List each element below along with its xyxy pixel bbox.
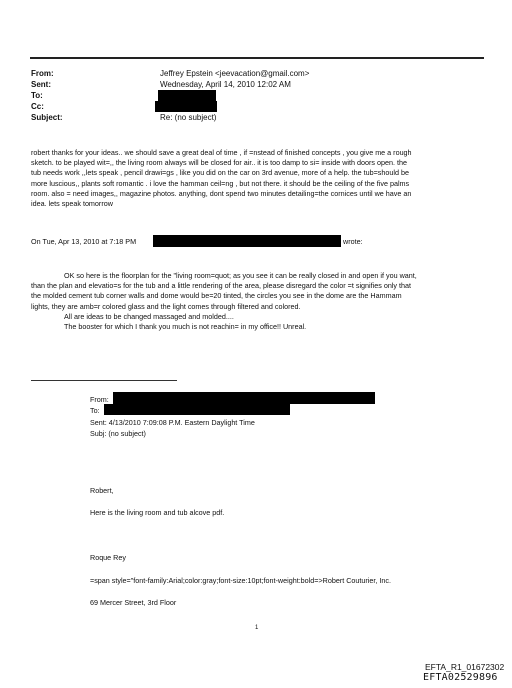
separator-line [31, 380, 177, 381]
sent-label: Sent: [31, 80, 51, 89]
page-number: 1 [255, 625, 259, 631]
quoted-line: lights, they are amb=r colored glass and the light comes through filtered and colored. [31, 301, 301, 311]
from-value: Jeffrey Epstein <jeevacation@gmail.com> [160, 69, 310, 78]
quoted-line: the molded cement tub corner walls and dome would be=20 tinted, the circles you see in the dome are the Hammam [31, 291, 402, 301]
fwd-from-label: From: [90, 395, 109, 404]
fwd-to-label: To: [90, 406, 100, 415]
cc-redaction [155, 101, 217, 112]
fwd-signature-style: =span style="font-family:Arial;color:gray;font-size:10pt;font-weight:bold=>Robert Couturier, Inc. [90, 576, 391, 585]
reply-line: room. also = need images,, magazine photos. anything, dont spend two minutes detailing=the cornices until we have an [31, 188, 412, 198]
quote-header-suffix: wrote: [343, 237, 363, 246]
quote-header-prefix: On Tue, Apr 13, 2010 at 7:18 PM [31, 237, 137, 246]
to-redaction [158, 90, 216, 101]
reply-line: tub needs work ,,lets speak , pencil drawi=gs , like you did on the car on 3rd avenue, more of a help. the tub=should be [31, 168, 409, 178]
reply-body [31, 148, 483, 209]
fwd-body: Here is the living room and tub alcove pdf. [90, 508, 225, 517]
fwd-greeting: Robert, [90, 486, 114, 495]
sent-value: Wednesday, April 14, 2010 12:02 AM [160, 80, 291, 89]
quoted-line: All are ideas to be changed massaged and molded.... [64, 311, 234, 321]
quoted-body [31, 271, 485, 332]
cc-label: Cc: [31, 102, 44, 111]
fwd-signature-name: Roque Rey [90, 553, 126, 562]
quote-header [31, 237, 136, 247]
quoted-line: The booster for which I thank you much is not reachin= in my office!! Unreal. [64, 322, 307, 332]
reply-line: sketch. to be played wit=,, the living room always will be closed for air.. it is too damp to si= inside with doors open. the [31, 158, 407, 168]
from-label: From: [31, 69, 54, 78]
quoted-line: than the plan and elevatio=s for the tub and a little rendering of the area, please disregard the color =t signifies only that [31, 281, 411, 291]
subject-value: Re: (no subject) [160, 113, 217, 122]
subject-label: Subject: [31, 113, 63, 122]
quoted-line: OK so here is the floorplan for the "living room=quot; as you see it can be really closed in and open if you want, [64, 271, 417, 280]
fwd-address: 69 Mercer Street, 3rd Floor [90, 598, 177, 607]
quote-sender-redaction [153, 235, 341, 247]
to-label: To: [31, 91, 43, 100]
bates-number-r1: EFTA_R1_01672302 [425, 662, 505, 672]
header-rule [30, 57, 484, 59]
reply-line: idea. lets speak tomorrow [31, 199, 113, 209]
reply-line: more luscious,, plants soft romantic . i love the hamman ceil=ng , but not there. it should be the ceiling of the five palms [31, 178, 410, 188]
fwd-to-redaction [104, 404, 290, 415]
reply-line: robert thanks for your ideas.. we should save a great deal of time , if =nstead of finished concepts , you give me a rough [31, 148, 412, 157]
fwd-from-redaction [113, 392, 375, 404]
fwd-subject-line: Subj: (no subject) [90, 429, 146, 438]
fwd-sent-line: Sent: 4/13/2010 7:09:08 P.M. Eastern Daylight Time [90, 418, 255, 427]
bates-number: EFTA02529896 [423, 672, 498, 683]
